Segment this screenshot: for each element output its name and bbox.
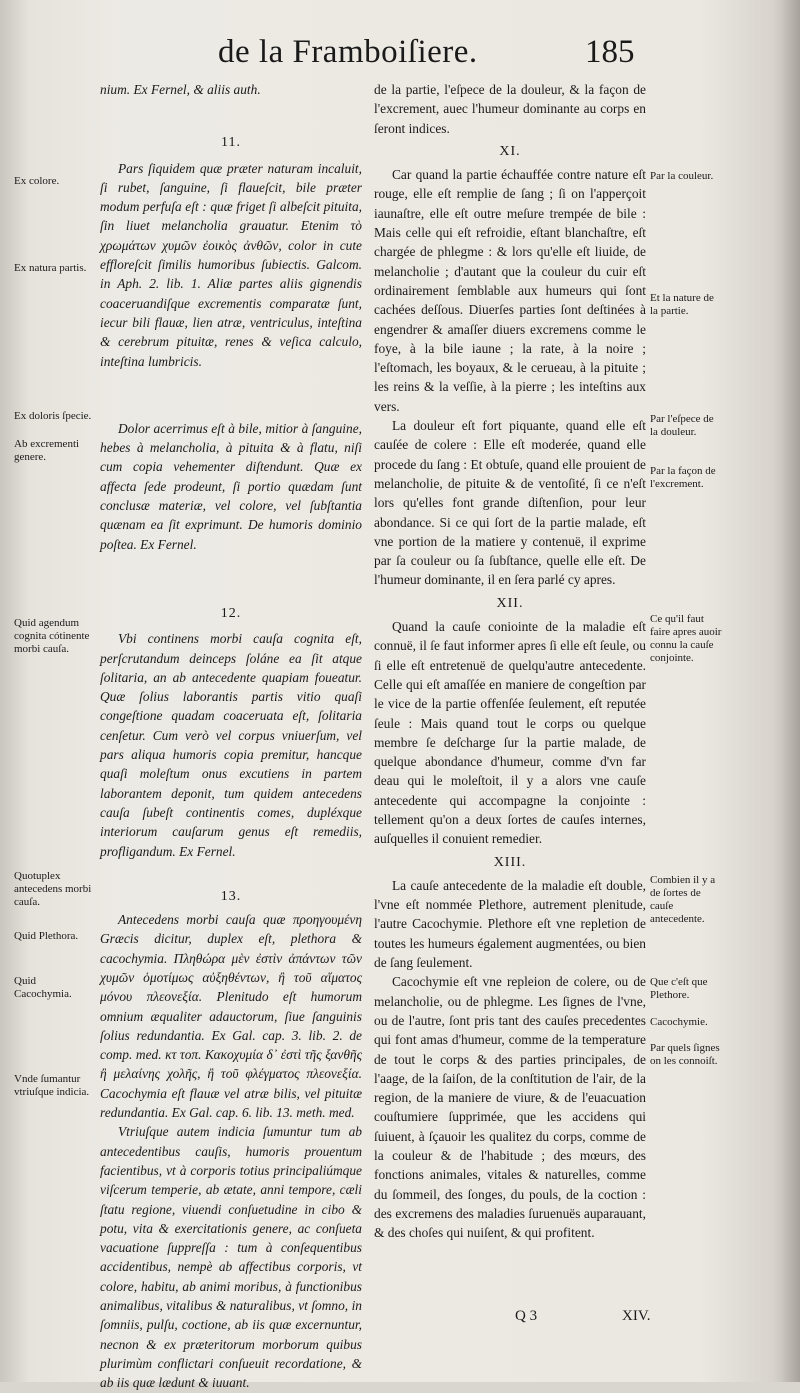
french-paragraph: Cacochymie eſt vne repleion de colere, ou de melancholie, ou de phlegme. Les ſignes de l'vne, ou de l'autre, ſont pris tant des cauſes precedentes qui font amas d'humeur, comme de la temperature de tout le corps & des parties principales, de l'aage, de la ſaiſon, de la conſtitution de l'air, de la region, de la maniere de viure, & de l'euacuation couſtumiere ſupprimée, que les accidens qui ſuiuent, à ſçauoir les qualitez du corps, comme de la couleur & de l'habitude ; des mœurs, des fonctions animales, vitales & naturelles, comme du ſommeil, des ſonges, du pouls, de la coction : des excremens des maladies ſuruenuës auparauant, & des choſes qui nuiſent, & qui profitent. [374,974,646,1241]
margin-note: Par la façon de l'excrement. [650,465,716,490]
margin-note: Quid Cacochymia. [14,975,72,1000]
latin-paragraph: Dolor acerrimus eſt à bile, mitior à ſanguine, hebes à melancholia, à pituita & à flatu, niſi cum copia vehementer diſtendunt. Quæ ex affecta ſede prodeunt, ſi portio quædam ſunt conclusæ materiæ, vel colore, vel ſubſtantia quænam ea ſit exprimunt. De humoris dominio poſtea. Ex Fernel. [100,420,362,552]
french-paragraph: La cauſe antecedente de la maladie eſt double, l'vne eſt nommée Plethore, autrement plenitude, l'autre Cacochymie. Plethore eſt vne repletion de toutes les humeurs également augmentées, ou bien de ſang ſeulement. [374,877,646,971]
margin-note: Ce qu'il faut faire apres auoir connu la cauſe conjointe. [650,613,722,664]
latin-paragraph: Vtriuſque autem indicia ſumuntur tum ab antecedentibus cauſis, humoris prouentum facientibus, vt à corporis totius principaliúmque viſcerum temperie, ab ætate, anni tempore, cæli ſtatu regione, viuendi conſuetudine in cibo & potu, vita & exercitationis genere, ac conſueta vacuatione ſuppreſſa : tum à conſequentibus accidentibus, nempè ab affectibus corporis, vt colore, habitu, ab animi moribus, à functionibus animalibus, vitalibus & naturalibus, vt ſomno, in ſomniis, pulſu, coctione, ab iis quæ excernuntur, necnon & ex præteritorum morborum quibus plurimùm conflictari conſueuit recordatione, & ab iis quæ lædunt & iuuant. [100,1124,362,1391]
page-edge-shadow [772,0,800,1382]
margin-note: Par la couleur. [650,170,714,182]
page-number: 185 [585,34,635,70]
french-paragraph: Car quand la partie échauffée contre nature eſt rouge, elle eſt remplie de ſang ; ſi on l'apperçoit iaunaſtre, elle eſt outre meſure trempée de bile : Mais celle qui eſt refroidie, eſtant blanchaſtre, eſt chargée de phlegme : & lors qu'elle eſt liuide, de melancholie ; d'autant que la couleur du cuir eſt ordinairement ſemblable aux humeurs qui ſont cachées deſſous. Diuerſes parties ſont deſtinées à engendrer & amaſſer diuers excremens comme le foye, à la bile iaune ; la rate, à la noire ; l'eſtomach, les boyaux, & le cerueau, à la pituite ; les reins & la veſſie, à la pierre ; les inteſtins aux vers. [374,167,646,414]
page-footer [0,1308,800,1332]
margin-note: Ex natura partis. [14,262,87,274]
margin-note: Que c'eſt que Plethore. [650,976,708,1001]
opening-line: nium. Ex Fernel, & aliis auth. [100,82,261,97]
margin-note: Ex doloris ſpecie. [14,410,92,422]
french-paragraph: Quand la cauſe coniointe de la maladie eſt connuë, il ſe faut informer apres ſi elle eſt ſeule, ou ſi elle eſt entretenuë de quelqu'autre antecedente. Celle qui eſt amaſſée en maniere de congeſtion par le vice de la partie offenſée ſeulement, eſt reputée ſeule : Mais quand tout le corps ou quelque membre ſe deſcharge ſur la partie malade, de quelque abondance d'humeur, comme d'vn far deau qui le moleſtoit, il y a alors vne cauſe antecedente qui accompagne la conjointe : tellement qu'on a deux ſortes de cauſes internes, auſquelles il conuient remedier. [374,619,646,847]
section-number: XII. [496,595,524,611]
margin-note: Quid agendum cognita cótinente morbi cauſa. [14,617,90,655]
margin-note: Vnde ſumantur vtriuſque indicia. [14,1073,90,1098]
margin-note: Combien il y a de ſortes de cauſe antecedente. [650,874,716,925]
right-text-column [374,80,646,1243]
left-text-column [100,80,362,1393]
section-number: 12. [220,605,242,621]
margin-note: Et la nature de la partie. [650,292,714,317]
running-title: de la Framboiſiere. [218,34,478,70]
opening-paragraph: de la partie, l'eſpece de la douleur, & la façon de l'excrement, auec l'humeur dominante au corps en ſeront indices. [374,82,646,136]
margin-note: Quotuplex antecedens morbi cauſa. [14,870,92,908]
catchword: XIV. [622,1308,651,1324]
margin-note: Cacochymie. [650,1016,708,1028]
margin-note: Quid Plethora. [14,930,79,942]
section-number: 11. [221,135,241,151]
margin-note: Par l'eſpece de la douleur. [650,413,714,438]
margin-note: Par quels ſignes on les connoiſt. [650,1042,720,1067]
latin-paragraph: Vbi continens morbi cauſa cognita eſt, perſcrutandum deinceps ſoláne ea ſit atque ſolitaria, an ab antecedente quapiam foueatur. Quæ ſolius laborantis partis vitio quaſi congeſtione quadam coaceruata eſt, ſolitaria cenſetur. Cum verò vel corpus vniuerſum, vel pars aliqua humoris copia premitur, hancque quaſi moleſtum onus excutiens in partem laborantem deponit, tum quidem antecedens cauſa ſubeſt continentis comes, dupléxque interiorum cauſarum genus eſt remediis, profligandum. Ex Fernel. [100,631,362,859]
page-header [0,28,800,78]
section-number: XI. [499,143,521,159]
latin-paragraph: Antecedens morbi cauſa quæ προηγουμένη Græcis dicitur, duplex eſt, plethora & cacochymia. Πληθώρα μὲν ἐστὶν ἀπάντων τῶν χυμῶν ὁμοτίμως αὐξηθέντων, ἢ τοῦ αἵματος μόνου πλεονεξία. Plenitudo eſt humorum omnium æqualiter adauctorum, ſiue ſanguinis ſolius redundantia. Ex Gal. cap. 3. lib. 2. de comp. med. κτ τοπ. Κακοχυμία δ᾽ ἐστὶ τῆς ξανθῆς ἢ μελαίνης χολῆς, ἢ τοῦ φλέγματος πλεονεξία. Cacochymia eſt flauæ vel atræ bilis, vel pituitæ redundantia. Ex Gal. cap. 6. lib. 13. meth. med. [100,912,362,1121]
latin-paragraph: Pars ſiquidem quæ præter naturam incaluit, ſi rubet, ſanguine, ſi flaueſcit, bile præter modum perfuſa eſt : quæ friget ſi albeſcit pituita, ſin liuet melancholia grauatur. Etenim τὸ χρωμάτων χυμῶν ἐοικὸς ἀνθῶν, color in cute effloreſcit ſimilis humoribus ſubiectis. Galcom. in Aph. 2. lib. 1. Aliæ partes aliis gignendis coaceruandiſque excrementis comparatæ ſunt, iecur bili flauæ, lien atræ, ventriculus, inteſtina & cerebrum pituitæ, renes & veſica calculo, inteſtina lumbricis. [100,160,362,369]
section-number: 13. [220,888,242,904]
signature-mark: Q 3 [515,1308,538,1324]
french-paragraph: La douleur eſt fort piquante, quand elle eſt cauſée de colere : Elle eſt moderée, quand elle procede du ſang : Et obtuſe, quand elle prouient de melancholie, de pituite & de ventoſité, ſi ce n'eſt lors qu'elles font grande diſtenſion, pour leur abondance. Si ce qui ſort de la partie malade, eſt vne portion de la matiere y contenuë, il exprime par ſa couleur ou ſa ſubſtance, quelle elle eſt. De l'humeur dominante, il en ſera parlé cy apres. [374,418,646,588]
margin-note: Ab excrementi genere. [14,438,80,463]
section-number: XIII. [493,854,527,870]
margin-note: Ex colore. [14,175,60,187]
